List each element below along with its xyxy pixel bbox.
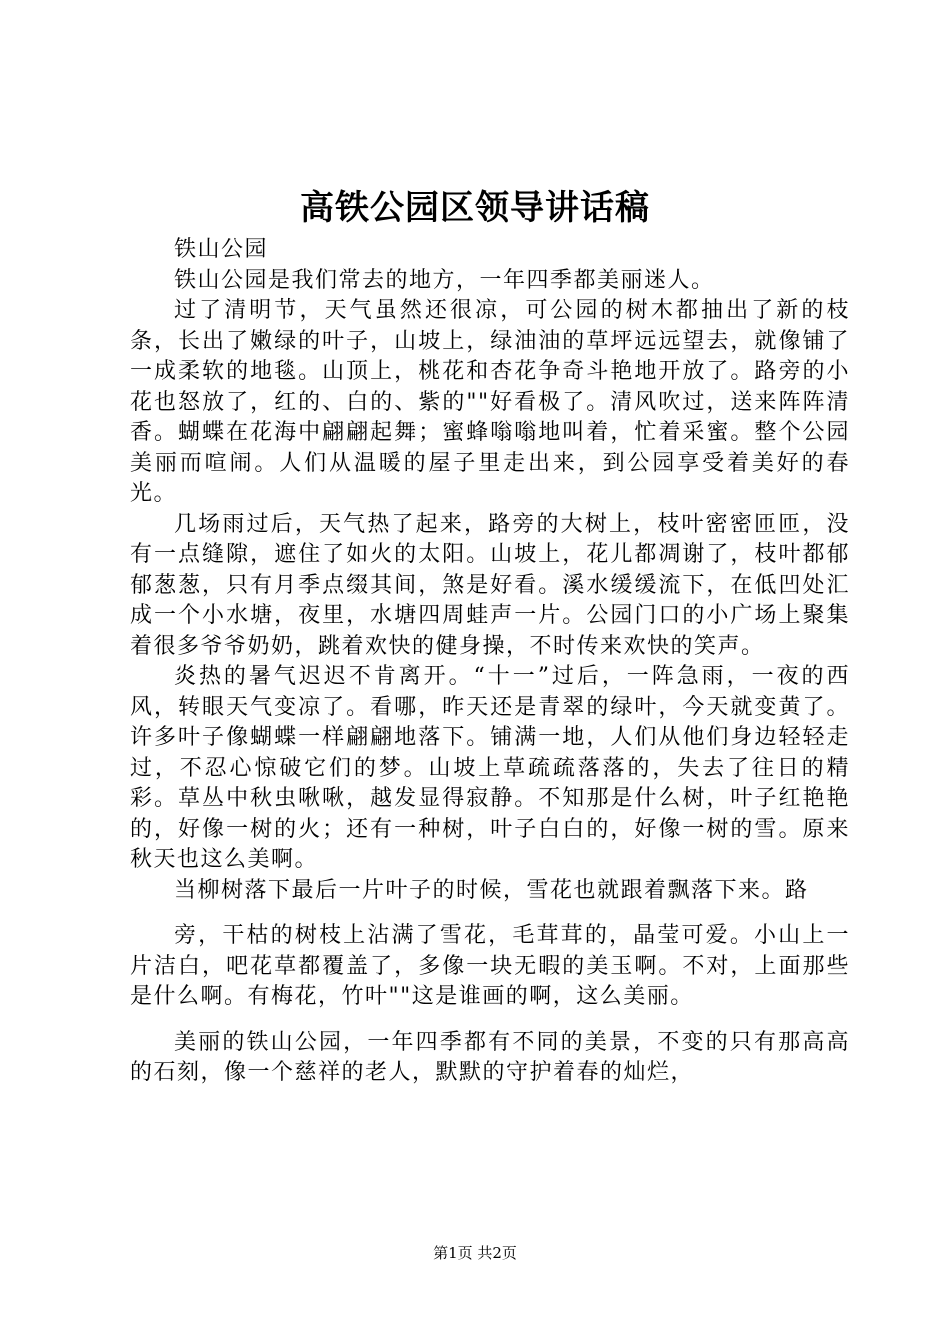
paragraph: 美丽的铁山公园，一年四季都有不同的美景，不变的只有那高高的石刻，像一个慈祥的老人，默默的守护着春的灿烂，	[130, 1029, 850, 1085]
paragraph: 过了清明节，天气虽然还很凉，可公园的树木都抽出了新的枝条，长出了嫩绿的叶子，山坡上，绿油油的草坪远远望去，就像铺了一成柔软的地毯。山顶上，桃花和杏花争奇斗艳地开放了。路旁的小花也怒放了，红的、白的、紫的""好看极了。清风吹过，送来阵阵清香。蝴蝶在花海中翩翩起舞；蜜蜂嗡嗡地叫着，忙着采蜜。整个公园美丽而喧闹。人们从温暖的屋子里走出来，到公园享受着美好的春光。	[130, 298, 850, 506]
paragraph: 几场雨过后，天气热了起来，路旁的大树上，枝叶密密匝匝，没有一点缝隙，遮住了如火的太阳。山坡上，花儿都凋谢了，枝叶都郁郁葱葱，只有月季点缀其间，煞是好看。溪水缓缓流下，在低凹处汇成一个小水塘，夜里，水塘四周蛙声一片。公园门口的小广场上聚集着很多爷爷奶奶，跳着欢快的健身操，不时传来欢快的笑声。	[130, 511, 850, 659]
paragraph: 铁山公园	[174, 237, 269, 262]
paragraph: 炎热的暑气迟迟不肯离开。“十一”过后，一阵急雨，一夜的西风，转眼天气变凉了。看哪，昨天还是青翠的绿叶，今天就变黄了。许多叶子像蝴蝶一样翩翩地落下。铺满一地，人们从他们身边轻轻走过，不忍心惊破它们的梦。山坡上草疏疏落落的，失去了往日的精彩。草丛中秋虫啾啾，越发显得寂静。不知那是什么树，叶子红艳艳的，好像一树的火；还有一种树，叶子白白的，好像一树的雪。原来秋天也这么美啊。	[130, 664, 850, 872]
paragraph: 铁山公园是我们常去的地方，一年四季都美丽迷人。	[174, 267, 715, 293]
paragraph: 当柳树落下最后一片叶子的时候，雪花也就跟着飘落下来。路	[174, 877, 809, 903]
page-footer: 第1页 共2页	[433, 1244, 517, 1262]
document-title: 高铁公园区领导讲话稿	[300, 188, 650, 228]
paragraph: 旁，干枯的树枝上沾满了雪花，毛茸茸的，晶莹可爱。小山上一片洁白，吧花草都覆盖了，多像一块无暇的美玉啊。不对，上面那些是什么啊。有梅花，竹叶""这是谁画的啊，这么美丽。	[130, 923, 850, 1009]
document-body	[130, 235, 850, 1089]
